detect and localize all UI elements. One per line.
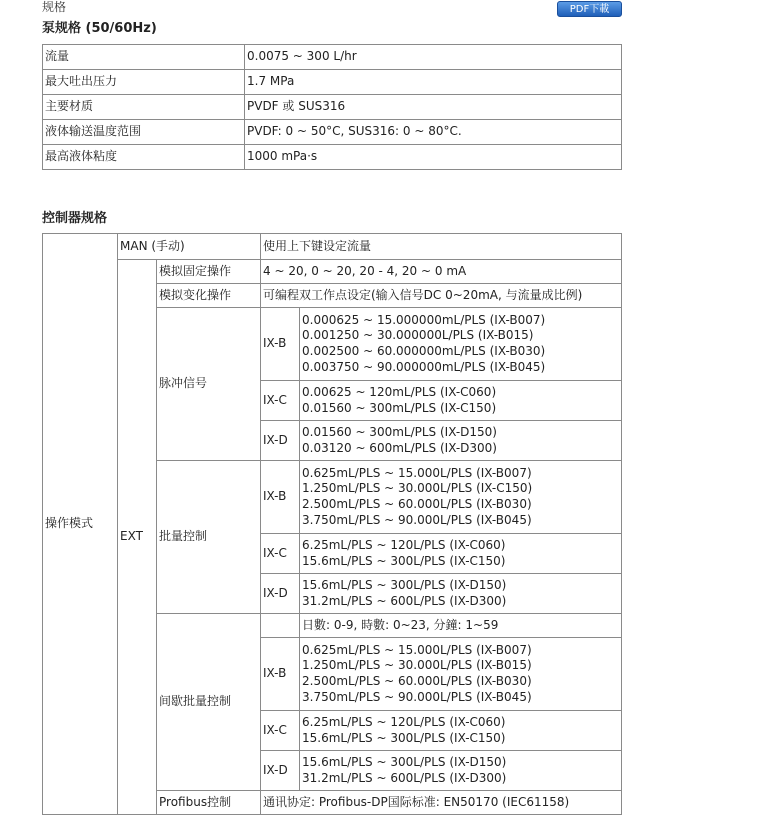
table-row (43, 70, 622, 95)
model-cell: IX-C (261, 534, 300, 574)
model-cell: IX-D (261, 574, 300, 614)
spec-label: 规格 (42, 0, 67, 14)
spec-value: PVDF: 0 ~ 50°C, SUS316: 0 ~ 80°C. (245, 120, 622, 145)
time-setting: 日數: 0-9, 時數: 0~23, 分鐘: 1~59 (300, 614, 622, 638)
table-row (43, 120, 622, 145)
value-line: 1.250mL/PLS ~ 30.000L/PLS (IX-B015) (302, 658, 532, 673)
value-line: 0.002500 ~ 60.000000mL/PLS (IX-B030) (302, 344, 546, 358)
value-line: 0.625mL/PLS ~ 15.000L/PLS (IX-B007) (302, 642, 532, 657)
value-line: 6.25mL/PLS ~ 120L/PLS (IX-C060) (302, 714, 506, 729)
value-line: 31.2mL/PLS ~ 600L/PLS (IX-D300) (302, 770, 507, 785)
spec-key: 主要材质 (43, 95, 245, 120)
range-cell (300, 638, 622, 711)
table-row (43, 45, 622, 70)
model-cell: IX-C (261, 711, 300, 751)
model-cell: IX-C (261, 381, 300, 421)
range-cell (300, 461, 622, 534)
range-cell (300, 534, 622, 574)
value-line: 1.250mL/PLS ~ 30.000L/PLS (IX-C150) (302, 481, 533, 496)
value-line: 2.500mL/PLS ~ 60.000L/PLS (IX-B030) (302, 497, 532, 511)
value-line: 31.2mL/PLS ~ 600L/PLS (IX-D300) (302, 593, 507, 608)
model-cell: IX-D (261, 751, 300, 791)
controller-spec-title: 控制器规格 (42, 211, 108, 226)
batch-label: 批量控制 (157, 461, 261, 614)
range-cell (300, 381, 622, 421)
spec-key: 液体输送温度范围 (43, 120, 245, 145)
profibus-label: Profibus控制 (157, 791, 261, 815)
analog-fixed-label: 模拟固定操作 (157, 260, 261, 284)
spec-key: 最大吐出压力 (43, 70, 245, 95)
man-label: MAN (手动) (118, 234, 261, 260)
range-cell (300, 751, 622, 791)
range-cell (300, 711, 622, 751)
value-line: 0.01560 ~ 300mL/PLS (IX-D150) (302, 424, 497, 439)
value-line: 2.500mL/PLS ~ 60.000L/PLS (IX-B030) (302, 674, 532, 688)
model-cell: IX-D (261, 421, 300, 461)
pump-spec-table (42, 44, 622, 170)
value-line: 0.001250 ~ 30.000000L/PLS (IX-B015) (302, 328, 534, 343)
table-row (43, 145, 622, 170)
mode-empty (261, 614, 300, 638)
value-line: 3.750mL/PLS ~ 90.000L/PLS (IX-B045) (302, 689, 532, 704)
pump-spec-title: 泵规格 (50/60Hz) (42, 21, 157, 36)
spec-key: 流量 (43, 45, 245, 70)
value-line: 6.25mL/PLS ~ 120L/PLS (IX-C060) (302, 537, 506, 552)
range-cell (300, 574, 622, 614)
ext-cell: EXT (118, 260, 157, 815)
value-line: 0.003750 ~ 90.000000mL/PLS (IX-B045) (302, 359, 546, 374)
value-line: 3.750mL/PLS ~ 90.000L/PLS (IX-B045) (302, 512, 532, 527)
range-cell (300, 308, 622, 381)
profibus-value: 通讯协定: Profibus-DP国际标准: EN50170 (IEC61158) (261, 791, 622, 815)
analog-var-value: 可编程双工作点设定(输入信号DC 0~20mA, 与流量成比例) (261, 284, 622, 308)
value-line: 15.6mL/PLS ~ 300L/PLS (IX-C150) (302, 553, 506, 568)
value-line: 0.01560 ~ 300mL/PLS (IX-C150) (302, 400, 497, 415)
spec-value: 1000 mPa·s (245, 145, 622, 170)
model-cell: IX-B (261, 461, 300, 534)
pulse-label: 脉冲信号 (157, 308, 261, 461)
pdf-download-button[interactable]: PDF下載 (557, 1, 622, 17)
analog-var-label: 模拟变化操作 (157, 284, 261, 308)
table-row (43, 260, 622, 284)
model-cell: IX-B (261, 638, 300, 711)
value-line: 15.6mL/PLS ~ 300L/PLS (IX-D150) (302, 577, 507, 592)
value-line: 0.000625 ~ 15.000000mL/PLS (IX-B007) (302, 312, 546, 327)
interval-label: 间歇批量控制 (157, 614, 261, 791)
table-row (43, 234, 622, 260)
spec-value: 0.0075 ~ 300 L/hr (245, 45, 622, 70)
controller-spec-table (42, 233, 622, 815)
value-line: 0.03120 ~ 600mL/PLS (IX-D300) (302, 440, 497, 455)
value-line: 0.00625 ~ 120mL/PLS (IX-C060) (302, 384, 497, 399)
man-value: 使用上下键设定流量 (261, 234, 622, 260)
model-cell: IX-B (261, 308, 300, 381)
table-row (43, 95, 622, 120)
spec-key: 最高液体粘度 (43, 145, 245, 170)
mode-cell: 操作模式 (43, 234, 118, 815)
analog-fixed-value: 4 ~ 20, 0 ~ 20, 20 - 4, 20 ~ 0 mA (261, 260, 622, 284)
value-line: 15.6mL/PLS ~ 300L/PLS (IX-D150) (302, 754, 507, 769)
range-cell (300, 421, 622, 461)
spec-value: 1.7 MPa (245, 70, 622, 95)
value-line: 15.6mL/PLS ~ 300L/PLS (IX-C150) (302, 730, 506, 745)
spec-value: PVDF 或 SUS316 (245, 95, 622, 120)
value-line: 0.625mL/PLS ~ 15.000L/PLS (IX-B007) (302, 465, 532, 480)
